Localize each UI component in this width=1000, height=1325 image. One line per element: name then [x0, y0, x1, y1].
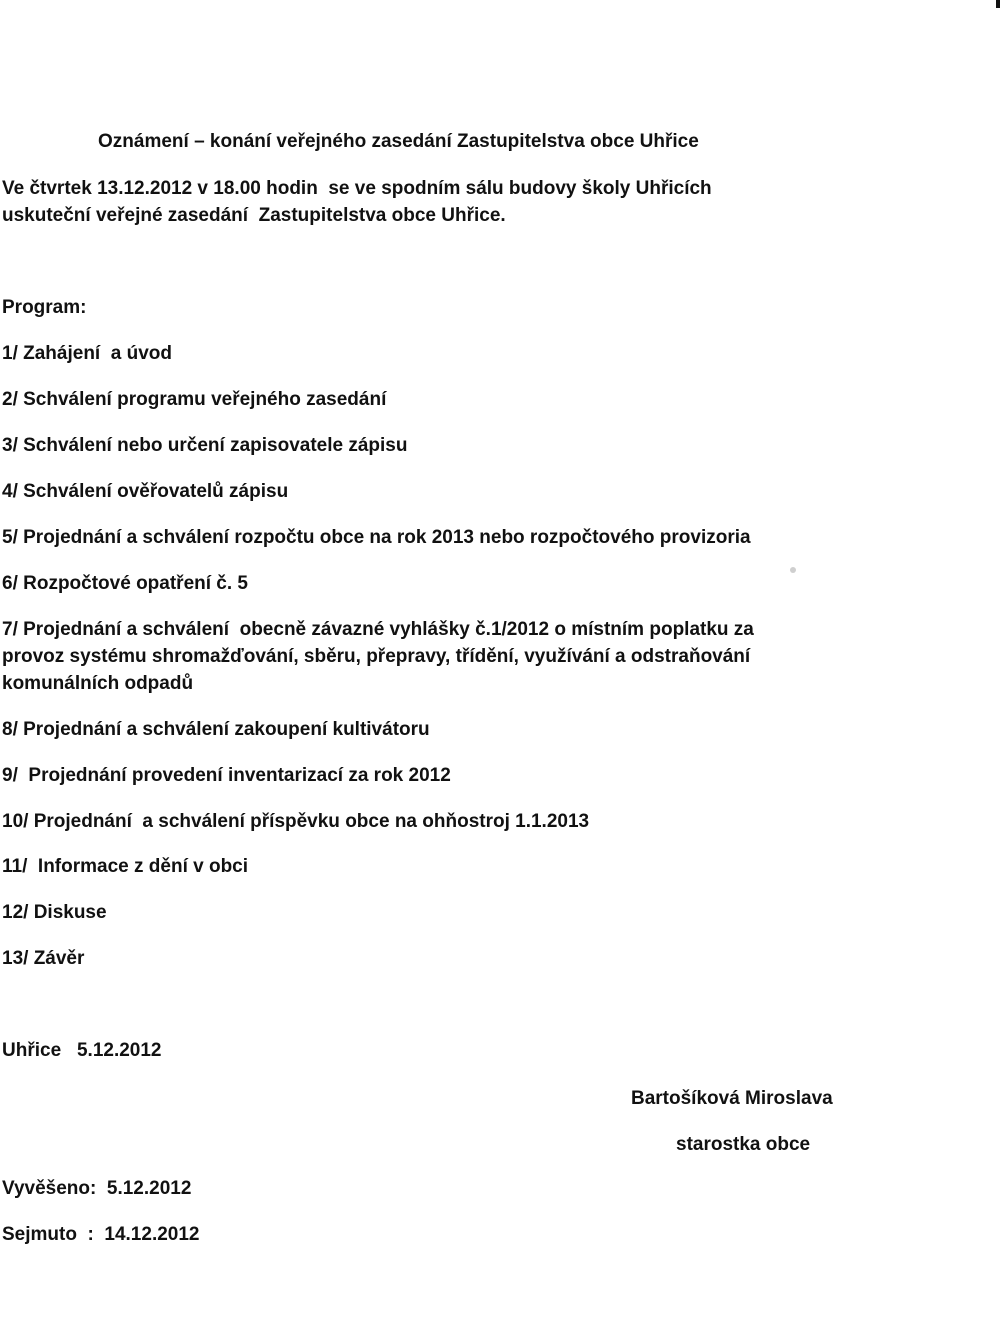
scan-speck — [790, 567, 796, 573]
program-item-2: 2/ Schválení programu veřejného zasedání — [2, 389, 387, 410]
scan-mark — [996, 0, 1000, 8]
program-item-5: 5/ Projednání a schválení rozpočtu obce na rok 2013 nebo rozpočtového provizoria — [2, 527, 751, 548]
program-item-6: 6/ Rozpočtové opatření č. 5 — [2, 573, 248, 594]
program-item-8: 8/ Projednání a schválení zakoupení kultivátoru — [2, 719, 430, 740]
program-item-11: 11/ Informace z dění v obci — [2, 856, 249, 877]
program-item-1: 1/ Zahájení a úvod — [2, 343, 172, 364]
removed-date: Sejmuto : 14.12.2012 — [2, 1224, 200, 1245]
program-heading: Program: — [2, 297, 87, 318]
signer-role: starostka obce — [676, 1134, 811, 1155]
posted-date: Vyvěšeno: 5.12.2012 — [2, 1178, 192, 1199]
program-item-7-line-1: 7/ Projednání a schválení obecně závazné vyhlášky č.1/2012 o místním poplatku za — [2, 619, 754, 640]
place-date: Uhřice 5.12.2012 — [2, 1040, 162, 1061]
program-item-7-line-3: komunálních odpadů — [2, 673, 194, 694]
program-item-12: 12/ Diskuse — [2, 902, 107, 923]
program-item-10: 10/ Projednání a schválení příspěvku obce na ohňostroj 1.1.2013 — [2, 811, 590, 832]
intro-line-1: Ve čtvrtek 13.12.2012 v 18.00 hodin se ve spodním sálu budovy školy Uhřicích — [2, 178, 712, 199]
program-item-9: 9/ Projednání provedení inventarizací za rok 2012 — [2, 765, 451, 786]
document-title: Oznámení – konání veřejného zasedání Zastupitelstva obce Uhřice — [98, 131, 699, 152]
program-item-3: 3/ Schválení nebo určení zapisovatele zápisu — [2, 435, 408, 456]
program-item-4: 4/ Schválení ověřovatelů zápisu — [2, 481, 289, 502]
program-item-7-line-2: provoz systému shromažďování, sběru, přepravy, třídění, využívání a odstraňování — [2, 646, 751, 667]
program-item-13: 13/ Závěr — [2, 948, 85, 969]
signer-name: Bartošíková Miroslava — [631, 1088, 833, 1109]
intro-line-2: uskuteční veřejné zasedání Zastupitelstva obce Uhřice. — [2, 205, 506, 226]
